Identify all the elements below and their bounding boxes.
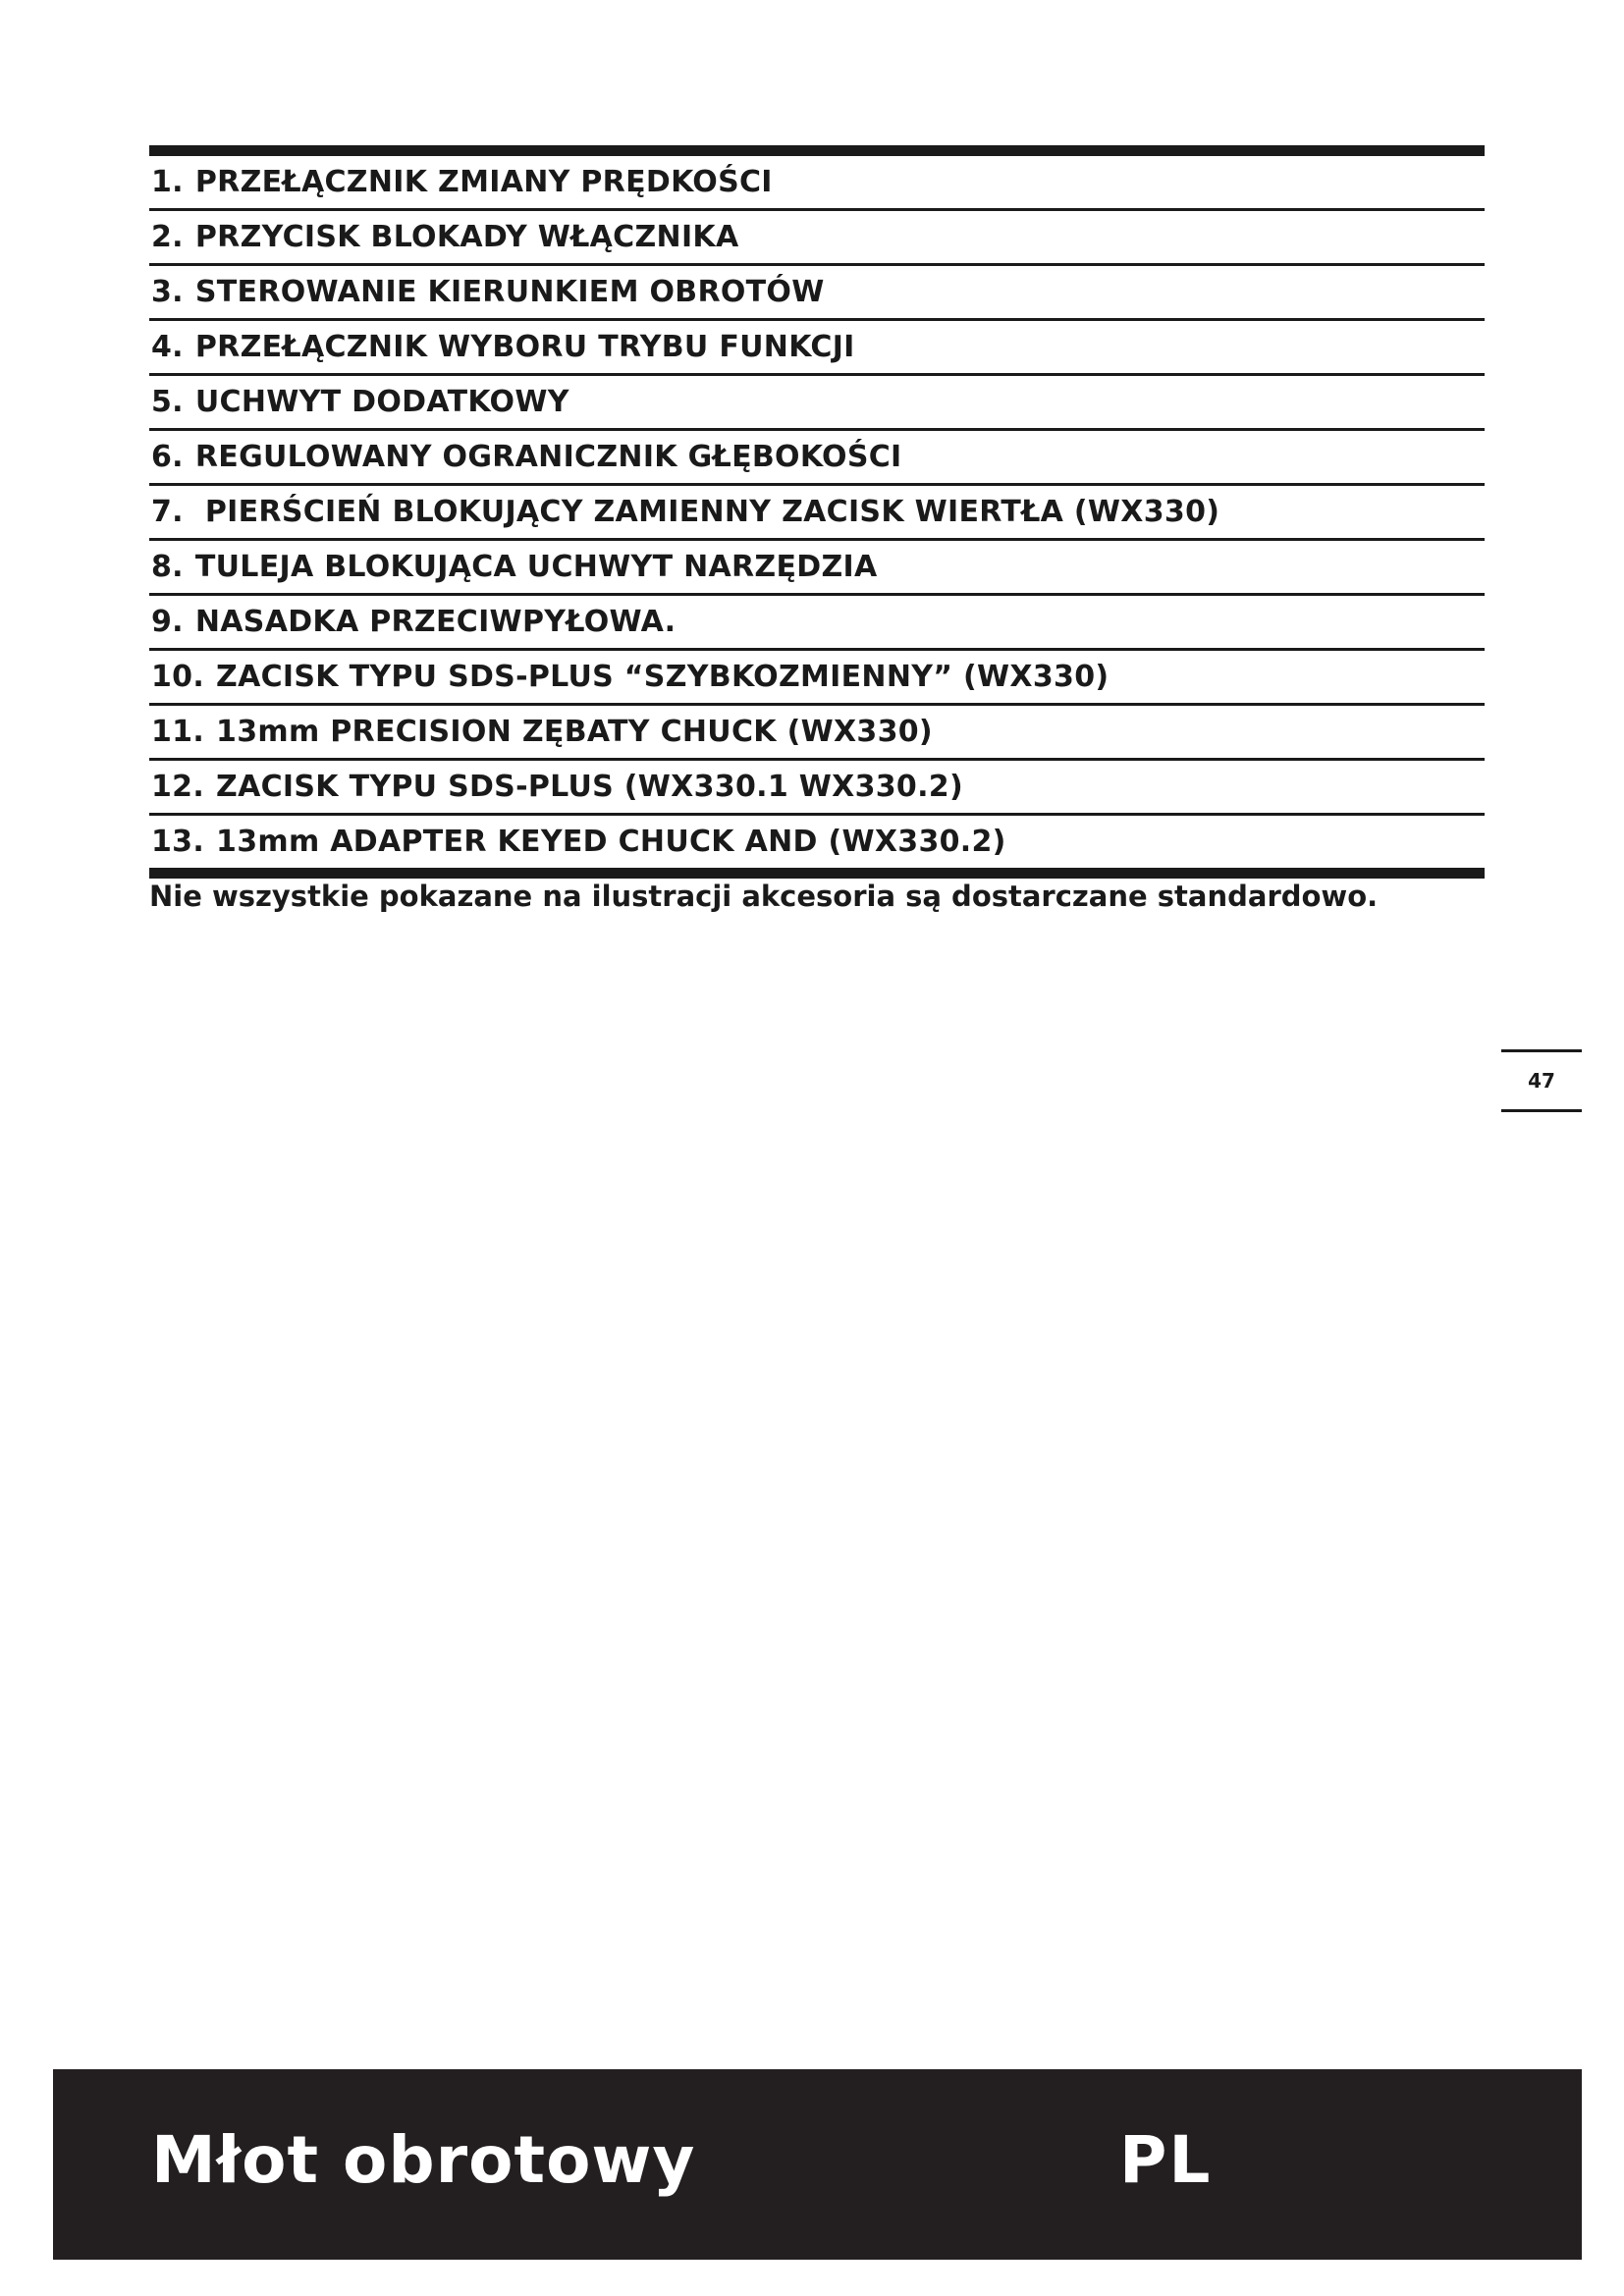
item-label: STEROWANIE KIERUNKIEM OBROTÓW bbox=[194, 275, 825, 309]
item-number: 6. bbox=[151, 440, 184, 474]
item-label: TULEJA BLOKUJĄCA UCHWYT NARZĘDZIA bbox=[194, 550, 878, 584]
parts-list-item bbox=[149, 266, 1485, 321]
parts-list-item bbox=[149, 541, 1485, 596]
footer-title: Młot obrotowy bbox=[151, 2122, 696, 2198]
item-label: 13mm PRECISION ZĘBATY CHUCK (WX330) bbox=[216, 715, 933, 749]
parts-list-item bbox=[149, 431, 1485, 486]
item-number: 12. bbox=[151, 770, 205, 804]
parts-list-item bbox=[149, 596, 1485, 651]
parts-list-item bbox=[149, 816, 1485, 868]
parts-list-item bbox=[149, 376, 1485, 431]
item-label: 13mm ADAPTER KEYED CHUCK AND (WX330.2) bbox=[216, 825, 1006, 859]
parts-list-item bbox=[149, 486, 1485, 541]
item-number: 3. bbox=[151, 275, 184, 309]
item-number: 4. bbox=[151, 330, 184, 364]
item-label: PRZYCISK BLOKADY WŁĄCZNIKA bbox=[194, 220, 739, 254]
parts-list-item bbox=[149, 321, 1485, 376]
item-number: 2. bbox=[151, 220, 184, 254]
item-label: PRZEŁĄCZNIK ZMIANY PRĘDKOŚCI bbox=[194, 165, 773, 199]
item-label: NASADKA PRZECIWPYŁOWA. bbox=[194, 605, 677, 639]
parts-list bbox=[149, 145, 1485, 879]
item-number: 7. bbox=[151, 495, 184, 529]
parts-list-item bbox=[149, 156, 1485, 211]
parts-list-item bbox=[149, 706, 1485, 761]
item-label: PIERŚCIEŃ BLOKUJĄCY ZAMIENNY ZACISK WIERTŁA (WX330) bbox=[204, 495, 1220, 529]
accessories-note: Nie wszystkie pokazane na ilustracji akcesoria są dostarczane standardowo. bbox=[149, 880, 1379, 913]
item-label: ZACISK TYPU SDS-PLUS “SZYBKOZMIENNY” (WX330) bbox=[216, 660, 1110, 694]
item-label: ZACISK TYPU SDS-PLUS (WX330.1 WX330.2) bbox=[216, 770, 963, 804]
item-label: REGULOWANY OGRANICZNIK GŁĘBOKOŚCI bbox=[194, 440, 902, 474]
item-label: UCHWYT DODATKOWY bbox=[194, 385, 569, 419]
item-number: 9. bbox=[151, 605, 184, 639]
page-number-text: 47 bbox=[1528, 1069, 1555, 1093]
parts-list-item bbox=[149, 651, 1485, 706]
page-number bbox=[1501, 1049, 1582, 1112]
item-number: 13. bbox=[151, 825, 205, 859]
item-number: 11. bbox=[151, 715, 205, 749]
parts-list-item bbox=[149, 211, 1485, 266]
footer-bar bbox=[53, 2069, 1582, 2260]
item-number: 1. bbox=[151, 165, 184, 199]
item-number: 5. bbox=[151, 385, 184, 419]
item-label: PRZEŁĄCZNIK WYBORU TRYBU FUNKCJI bbox=[194, 330, 855, 364]
item-number: 8. bbox=[151, 550, 184, 584]
parts-list-item bbox=[149, 761, 1485, 816]
language-code: PL bbox=[1119, 2122, 1213, 2198]
item-number: 10. bbox=[151, 660, 205, 694]
